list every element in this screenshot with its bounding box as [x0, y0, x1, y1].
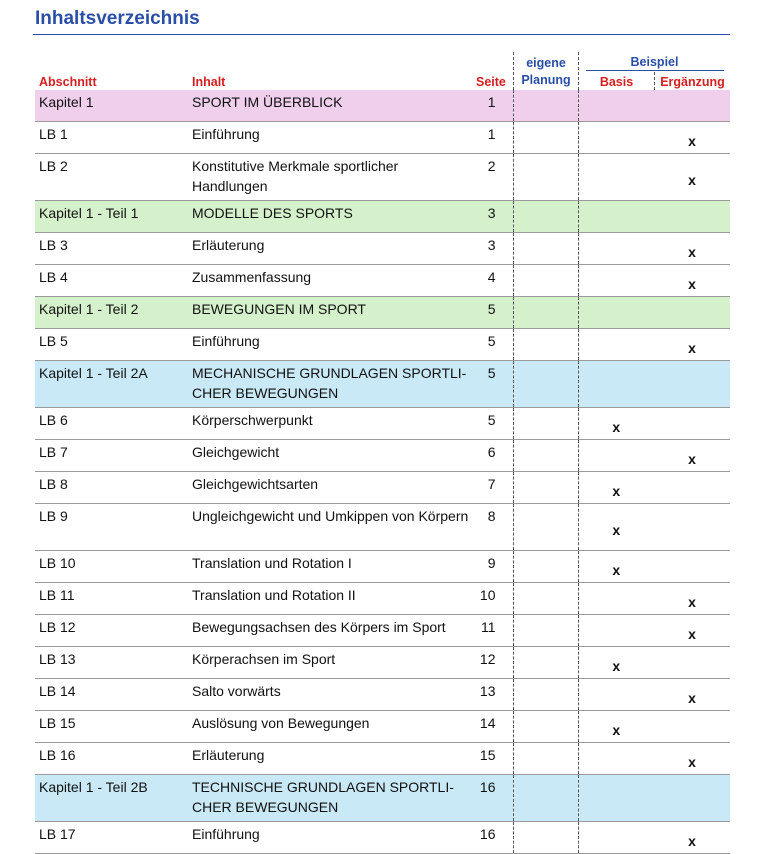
row-page: 10 [475, 583, 513, 615]
toc-row [35, 615, 730, 647]
header-eigene: eigene [526, 56, 566, 70]
row-section: LB 9 [35, 504, 190, 551]
row-basis-mark [578, 297, 654, 329]
row-basis-mark [578, 90, 654, 122]
row-basis-mark [578, 265, 654, 297]
row-basis-mark: x [578, 504, 654, 551]
row-ergaenzung-mark [654, 711, 730, 743]
row-content: SPORT IM ÜBERBLICK [190, 90, 475, 122]
row-basis-mark [578, 361, 654, 408]
row-planning [513, 743, 578, 775]
row-content: Erläuterung [190, 233, 475, 265]
toc-row [35, 297, 730, 329]
row-basis-mark: x [578, 711, 654, 743]
row-page: 3 [475, 201, 513, 233]
row-planning [513, 408, 578, 440]
row-planning [513, 297, 578, 329]
row-ergaenzung-mark: x [654, 440, 730, 472]
row-page: 1 [475, 90, 513, 122]
row-section: LB 17 [35, 822, 190, 854]
toc-row [35, 90, 730, 122]
row-page: 5 [475, 408, 513, 440]
row-section: LB 6 [35, 408, 190, 440]
row-content: Salto vorwärts [190, 679, 475, 711]
row-ergaenzung-mark [654, 297, 730, 329]
row-basis-mark: x [578, 551, 654, 583]
row-planning [513, 711, 578, 743]
header-ergaenzung: Ergänzung [660, 75, 725, 89]
row-page: 5 [475, 297, 513, 329]
row-section: Kapitel 1 [35, 90, 190, 122]
row-planning [513, 679, 578, 711]
header-beispiel-underline [586, 70, 724, 71]
row-ergaenzung-mark [654, 472, 730, 504]
row-page: 11 [475, 615, 513, 647]
row-content: TECHNISCHE GRUNDLAGEN SPORTLI-CHER BEWEGUNGEN [190, 775, 475, 822]
row-section: LB 15 [35, 711, 190, 743]
row-planning [513, 647, 578, 679]
toc-row [35, 122, 730, 154]
row-content: Auslösung von Bewegungen [190, 711, 475, 743]
row-basis-mark: x [578, 408, 654, 440]
row-ergaenzung-mark: x [654, 154, 730, 201]
row-page: 14 [475, 711, 513, 743]
row-basis-mark [578, 440, 654, 472]
row-ergaenzung-mark [654, 201, 730, 233]
toc-row [35, 440, 730, 472]
row-section: LB 7 [35, 440, 190, 472]
row-basis-mark [578, 233, 654, 265]
row-content: Körperachsen im Sport [190, 647, 475, 679]
row-section: LB 5 [35, 329, 190, 361]
row-content: MECHANISCHE GRUNDLAGEN SPORTLI-CHER BEWEGUNGEN [190, 361, 475, 408]
row-basis-mark [578, 679, 654, 711]
row-section: LB 13 [35, 647, 190, 679]
toc-row [35, 408, 730, 440]
toc-row [35, 361, 730, 408]
row-ergaenzung-mark [654, 775, 730, 822]
row-ergaenzung-mark [654, 408, 730, 440]
row-planning [513, 90, 578, 122]
row-ergaenzung-mark [654, 361, 730, 408]
row-section: LB 1 [35, 122, 190, 154]
row-ergaenzung-mark: x [654, 122, 730, 154]
row-content: Bewegungsachsen des Körpers im Sport [190, 615, 475, 647]
toc-table [35, 90, 730, 854]
toc-row [35, 583, 730, 615]
row-planning [513, 551, 578, 583]
row-page: 16 [475, 822, 513, 854]
row-section: Kapitel 1 - Teil 2B [35, 775, 190, 822]
toc-row [35, 201, 730, 233]
row-ergaenzung-mark: x [654, 329, 730, 361]
row-section: Kapitel 1 - Teil 2 [35, 297, 190, 329]
row-planning [513, 154, 578, 201]
row-content: Konstitutive Merkmale sportlicher Handlungen [190, 154, 475, 201]
row-ergaenzung-mark: x [654, 822, 730, 854]
row-page: 4 [475, 265, 513, 297]
row-section: LB 14 [35, 679, 190, 711]
row-ergaenzung-mark: x [654, 743, 730, 775]
row-planning [513, 472, 578, 504]
row-basis-mark [578, 154, 654, 201]
row-section: LB 4 [35, 265, 190, 297]
row-ergaenzung-mark: x [654, 679, 730, 711]
row-planning [513, 201, 578, 233]
row-section: LB 8 [35, 472, 190, 504]
toc-row [35, 504, 730, 551]
header-basis: Basis [599, 75, 634, 89]
title-divider [33, 34, 730, 35]
row-content: Zusammenfassung [190, 265, 475, 297]
row-page: 7 [475, 472, 513, 504]
row-content: Erläuterung [190, 743, 475, 775]
toc-row [35, 711, 730, 743]
row-planning [513, 504, 578, 551]
row-content: Translation und Rotation II [190, 583, 475, 615]
header-planung: Planung [521, 73, 571, 87]
row-content: Gleichgewichtsarten [190, 472, 475, 504]
toc-row [35, 775, 730, 822]
row-ergaenzung-mark [654, 551, 730, 583]
row-ergaenzung-mark [654, 647, 730, 679]
toc-row [35, 743, 730, 775]
row-content: Gleichgewicht [190, 440, 475, 472]
row-section: LB 11 [35, 583, 190, 615]
row-page: 3 [475, 233, 513, 265]
row-ergaenzung-mark [654, 504, 730, 551]
row-planning [513, 822, 578, 854]
row-content: Einführung [190, 822, 475, 854]
row-section: LB 10 [35, 551, 190, 583]
row-basis-mark [578, 615, 654, 647]
row-section: LB 12 [35, 615, 190, 647]
row-planning [513, 122, 578, 154]
row-content: Ungleichgewicht und Umkippen von Körpern [190, 504, 475, 551]
toc-row [35, 265, 730, 297]
row-page: 15 [475, 743, 513, 775]
row-content: BEWEGUNGEN IM SPORT [190, 297, 475, 329]
row-basis-mark [578, 122, 654, 154]
page-title: Inhaltsverzeichnis [35, 8, 200, 29]
row-page: 1 [475, 122, 513, 154]
row-planning [513, 775, 578, 822]
row-section: LB 16 [35, 743, 190, 775]
row-page: 8 [475, 504, 513, 551]
row-section: Kapitel 1 - Teil 1 [35, 201, 190, 233]
row-page: 5 [475, 329, 513, 361]
toc-row [35, 233, 730, 265]
row-section: LB 2 [35, 154, 190, 201]
row-ergaenzung-mark: x [654, 233, 730, 265]
toc-row [35, 822, 730, 854]
row-ergaenzung-mark [654, 90, 730, 122]
row-basis-mark [578, 822, 654, 854]
row-page: 6 [475, 440, 513, 472]
row-planning [513, 329, 578, 361]
row-ergaenzung-mark: x [654, 615, 730, 647]
row-section: LB 3 [35, 233, 190, 265]
toc-row [35, 551, 730, 583]
toc-row [35, 154, 730, 201]
row-basis-mark [578, 583, 654, 615]
row-planning [513, 265, 578, 297]
row-basis-mark [578, 743, 654, 775]
row-content: Einführung [190, 329, 475, 361]
header-seite: Seite [476, 75, 506, 89]
row-page: 12 [475, 647, 513, 679]
row-planning [513, 233, 578, 265]
row-ergaenzung-mark: x [654, 265, 730, 297]
toc-row [35, 679, 730, 711]
row-content: MODELLE DES SPORTS [190, 201, 475, 233]
row-page: 13 [475, 679, 513, 711]
row-planning [513, 440, 578, 472]
row-basis-mark [578, 775, 654, 822]
row-planning [513, 583, 578, 615]
toc-row [35, 472, 730, 504]
row-basis-mark [578, 329, 654, 361]
row-page: 9 [475, 551, 513, 583]
header-beispiel: Beispiel [630, 55, 679, 69]
row-basis-mark: x [578, 472, 654, 504]
row-page: 16 [475, 775, 513, 822]
header-inhalt: Inhalt [192, 75, 226, 89]
toc-row [35, 329, 730, 361]
row-section: Kapitel 1 - Teil 2A [35, 361, 190, 408]
row-basis-mark: x [578, 647, 654, 679]
row-planning [513, 615, 578, 647]
row-content: Translation und Rotation I [190, 551, 475, 583]
row-planning [513, 361, 578, 408]
row-content: Körperschwerpunkt [190, 408, 475, 440]
row-content: Einführung [190, 122, 475, 154]
row-ergaenzung-mark: x [654, 583, 730, 615]
row-page: 2 [475, 154, 513, 201]
toc-row [35, 647, 730, 679]
row-basis-mark [578, 201, 654, 233]
row-page: 5 [475, 361, 513, 408]
header-abschnitt: Abschnitt [39, 75, 97, 89]
